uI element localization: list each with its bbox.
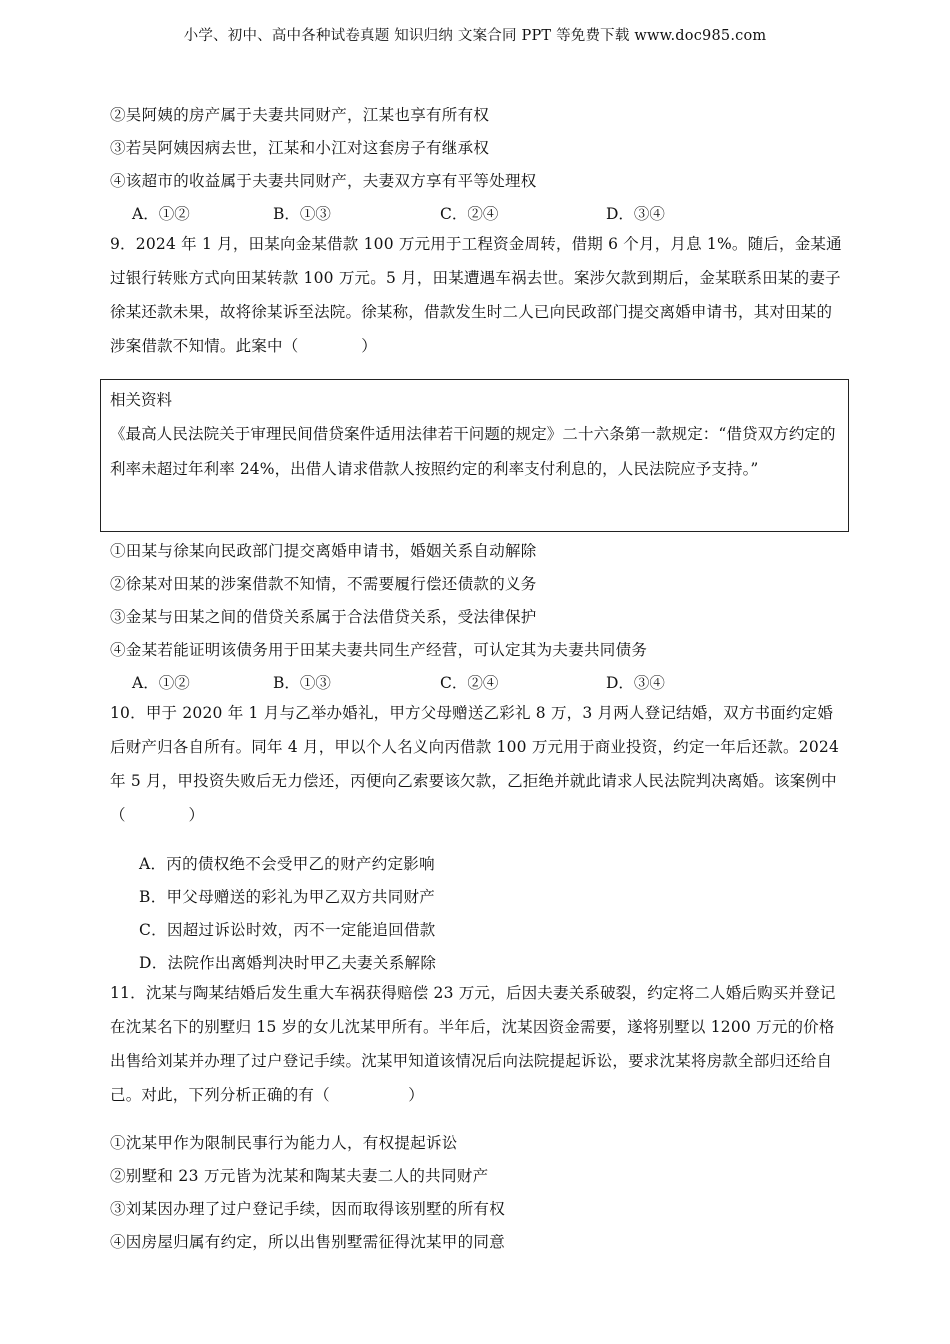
q9-material-text: 《最高人民法院关于审理民间借贷案件适用法律若干问题的规定》二十六条第一款规定：“借贷双方约定的利率未超过年利率 24%，出借人请求借款人按照约定的利率支付利息的，人民法院应予支持。” (110, 425, 836, 478)
q9-choice-c: C．②④ (440, 674, 499, 692)
q10-stem: 10．甲于 2020 年 1 月与乙举办婚礼，甲方父母赠送乙彩礼 8 万，3 月两人登记结婚，双方书面约定婚后财产归各自所有。同年 4 月，甲以个人名义向丙借款 100 万元用于商业投资，约定一年后还款。2024 年 5 月，甲投资失败后无力偿还，丙便向乙索要该欠款，乙拒绝并就此请求人民法院判决离婚。该案例中（ ） (110, 704, 840, 824)
q9-choices (132, 671, 686, 693)
q8-choice-c: C．②④ (440, 205, 499, 223)
q9-choice-d: D．③④ (606, 674, 665, 692)
page-header: 小学、初中、高中各种试卷真题 知识归纳 文案合同 PPT 等免费下载 www.doc985.com (183, 28, 767, 44)
q10-option-d: D．法院作出离婚判决时甲乙夫妻关系解除 (139, 954, 437, 972)
q11-statement-4: ④因房屋归属有约定，所以出售别墅需征得沈某甲的同意 (110, 1233, 506, 1251)
q9-material-box (100, 379, 849, 532)
q9-statement-2: ②徐某对田某的涉案借款不知情，不需要履行偿还债款的义务 (110, 575, 537, 593)
q8-statement-3: ③若吴阿姨因病去世，江某和小江对这套房子有继承权 (110, 139, 490, 157)
q8-choice-a: A．①② (132, 205, 190, 223)
q8-statement-4: ④该超市的收益属于夫妻共同财产，夫妻双方享有平等处理权 (110, 172, 537, 190)
q9-choice-b: B．①③ (273, 674, 331, 692)
q9-statement-4: ④金某若能证明该债务用于田某夫妻共同生产经营，可认定其为夫妻共同债务 (110, 641, 648, 659)
q11-stem: 11．沈某与陶某结婚后发生重大车祸获得赔偿 23 万元，后因夫妻关系破裂，约定将二人婚后购买并登记在沈某名下的别墅归 15 岁的女儿沈某甲所有。半年后，沈某因资金需要，遂将别墅以 1200 万元的价格出售给刘某并办理了过户登记手续。沈某甲知道该情况后向法院提起诉讼，要求沈某将房款全部归还给自己。对此，下列分析正确的有（ ） (110, 984, 836, 1104)
q8-choices (132, 202, 686, 224)
q8-choice-d: D．③④ (606, 205, 665, 223)
q10-option-a: A．丙的债权绝不会受甲乙的财产约定影响 (139, 855, 435, 873)
q9-statement-1: ①田某与徐某向民政部门提交离婚申请书，婚姻关系自动解除 (110, 542, 537, 560)
q8-choice-b: B．①③ (273, 205, 331, 223)
q9-choice-a: A．①② (132, 674, 190, 692)
q10-option-b: B．甲父母赠送的彩礼为甲乙双方共同财产 (139, 888, 436, 906)
q11-statement-1: ①沈某甲作为限制民事行为能力人，有权提起诉讼 (110, 1134, 458, 1152)
q9-statement-3: ③金某与田某之间的借贷关系属于合法借贷关系，受法律保护 (110, 608, 537, 626)
q9-stem: 9．2024 年 1 月，田某向金某借款 100 万元用于工程资金周转，借期 6 个月，月息 1%。随后，金某通过银行转账方式向田某转款 100 万元。5 月，田某遭遇车祸去世。案涉欠款到期后，金某联系田某的妻子徐某还款未果，故将徐某诉至法院。徐某称，借款发生时二人已向民政部门提交离婚申请书，其对田某的涉案借款不知情。此案中（ ） (110, 235, 842, 355)
q11-statement-2: ②别墅和 23 万元皆为沈某和陶某夫妻二人的共同财产 (110, 1167, 489, 1185)
q10-option-c: C．因超过诉讼时效，丙不一定能追回借款 (139, 921, 436, 939)
q9-material-title: 相关资料 (110, 391, 173, 409)
q8-statement-2: ②吴阿姨的房产属于夫妻共同财产，江某也享有所有权 (110, 106, 490, 124)
q11-statement-3: ③刘某因办理了过户登记手续，因而取得该别墅的所有权 (110, 1200, 506, 1218)
